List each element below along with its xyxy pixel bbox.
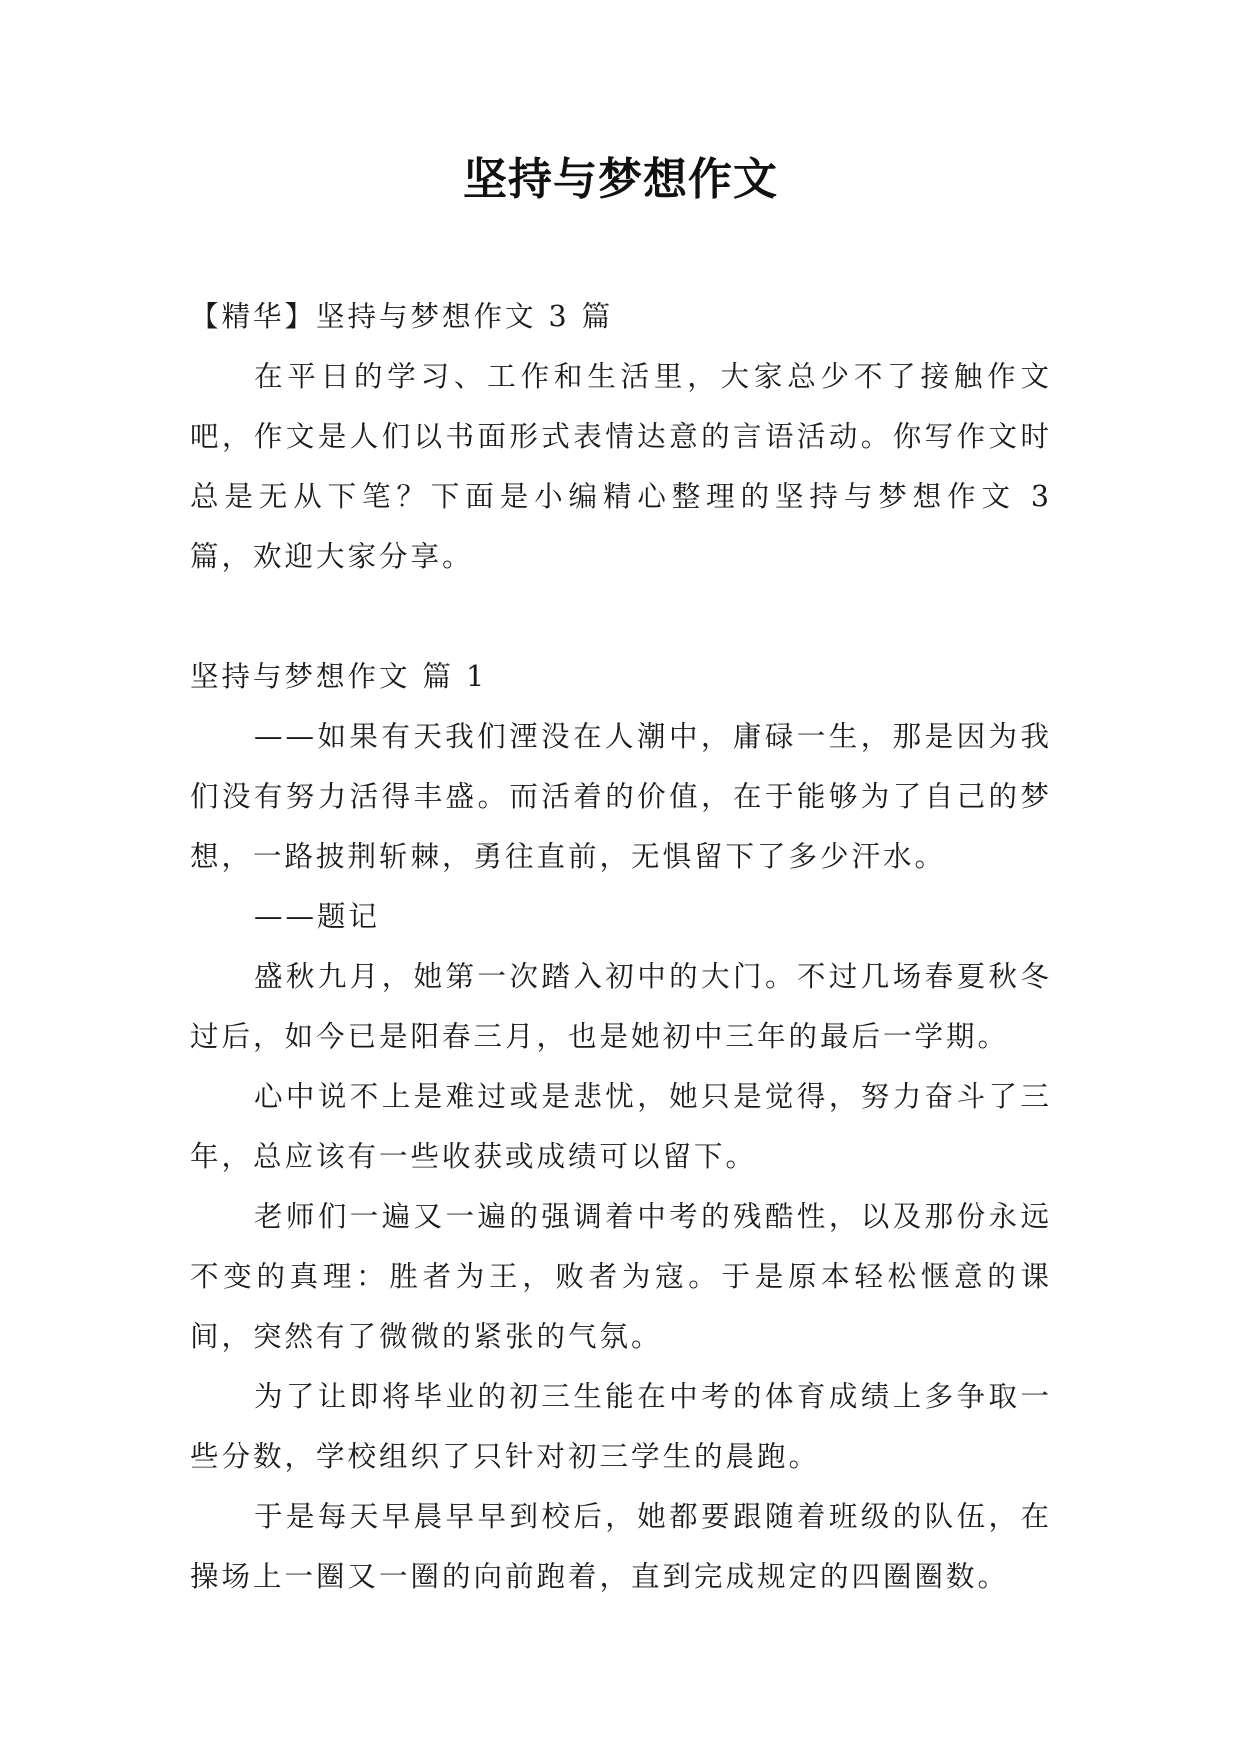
- document-title: 坚持与梦想作文: [463, 154, 778, 205]
- body-paragraph: 盛秋九月，她第一次踏入初中的大门。不过几场春夏秋冬过后，如今已是阳春三月，也是她初中三年的最后一学期。: [190, 960, 1052, 1053]
- body-paragraph: 老师们一遍又一遍的强调着中考的残酷性，以及那份永远不变的真理：胜者为王，败者为寇。于是原本轻松惬意的课间，突然有了微微的紧张的气氛。: [190, 1200, 1052, 1353]
- intro-paragraph: 在平日的学习、工作和生活里，大家总少不了接触作文吧，作文是人们以书面形式表情达意的言语活动。你写作文时总是无从下笔？下面是小编精心整理的坚持与梦想作文 3 篇，欢迎大家分享。: [190, 360, 1052, 573]
- body-paragraph: 于是每天早晨早早到校后，她都要跟随着班级的队伍，在操场上一圈又一圈的向前跑着，直到完成规定的四圈圈数。: [190, 1500, 1052, 1593]
- epigraph-paragraph: ——如果有天我们湮没在人潮中，庸碌一生，那是因为我们没有努力活得丰盛。而活着的价值，在于能够为了自己的梦想，一路披荆斩棘，勇往直前，无惧留下了多少汗水。: [190, 720, 1052, 873]
- epigraph-attribution: ——题记: [254, 900, 381, 933]
- document-body: [190, 287, 1052, 1607]
- section-heading: 坚持与梦想作文 篇 1: [190, 660, 488, 693]
- body-paragraph: 心中说不上是难过或是悲忧，她只是觉得，努力奋斗了三年，总应该有一些收获或成绩可以留下。: [190, 1080, 1052, 1173]
- body-paragraph: 为了让即将毕业的初三生能在中考的体育成绩上多争取一些分数，学校组织了只针对初三学生的晨跑。: [190, 1380, 1052, 1473]
- intro-heading: 【精华】坚持与梦想作文 3 篇: [190, 300, 614, 333]
